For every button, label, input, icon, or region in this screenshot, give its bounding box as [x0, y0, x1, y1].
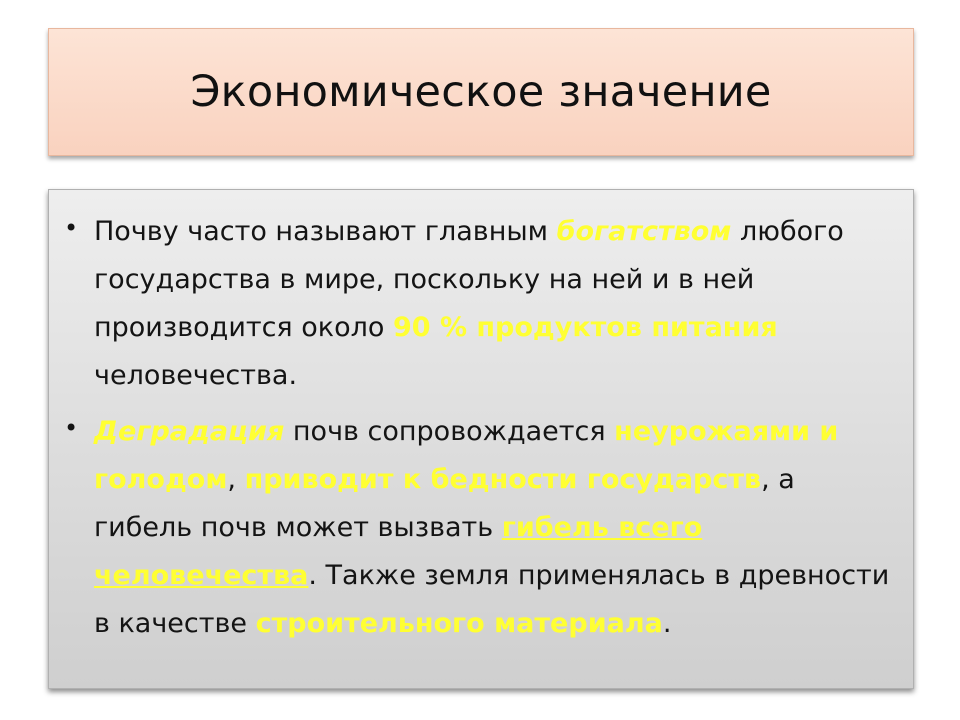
highlight-building-material: строительного материала	[255, 608, 663, 639]
text-segment: ,	[227, 464, 245, 495]
title-placeholder	[48, 28, 914, 156]
bullet-item-1	[61, 208, 899, 400]
highlight-wealth: богатством	[556, 216, 732, 247]
text-segment: .	[662, 608, 672, 639]
highlight-food-share: 90 % продуктов питания	[392, 312, 778, 343]
bullet-list	[61, 208, 899, 648]
text-segment: почв сопровождается	[284, 416, 615, 447]
text-segment: любого государства в мире, поскольку на ней и в ней производится около	[94, 216, 844, 343]
text-segment: , а гибель почв может вызвать	[94, 464, 795, 543]
slide-title: Экономическое значение	[190, 67, 772, 117]
highlight-poverty: приводит к бедности государств	[244, 464, 762, 495]
highlight-crop-failure: неурожаями и голодом	[94, 416, 839, 495]
bullet-dot-icon: •	[64, 414, 79, 442]
link-death-of-humanity[interactable]: гибель всего человечества	[94, 512, 703, 591]
content-placeholder	[48, 189, 914, 689]
bullet-dot-icon: •	[64, 214, 79, 242]
text-segment: Почву часто называют главным	[94, 216, 557, 247]
highlight-degradation: Деградация	[94, 416, 285, 447]
text-segment: человечества.	[94, 360, 298, 391]
text-segment: . Также земля применялась в древности в качестве	[94, 560, 890, 639]
bullet-item-2	[61, 408, 899, 648]
